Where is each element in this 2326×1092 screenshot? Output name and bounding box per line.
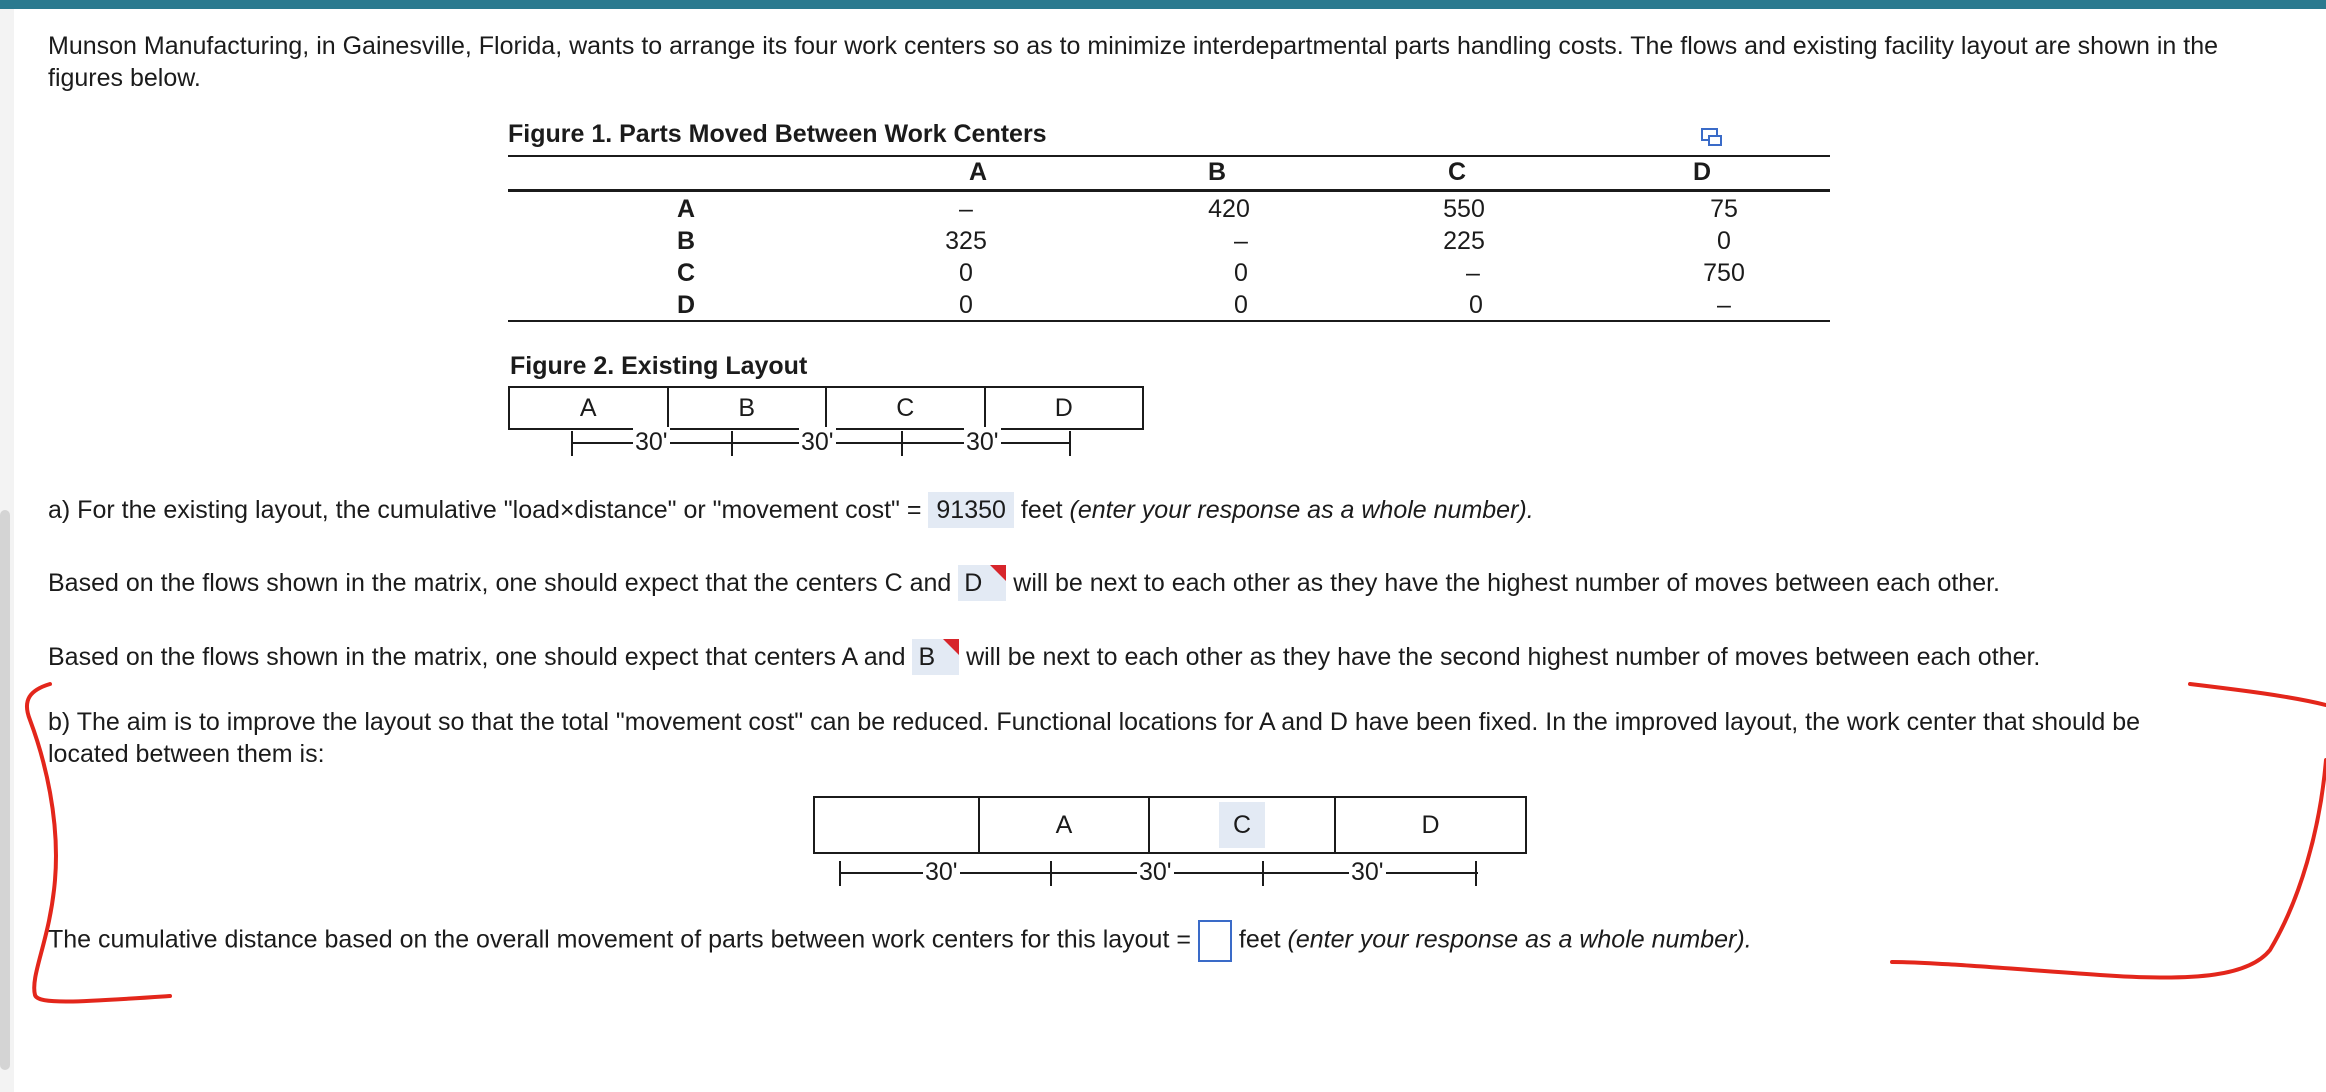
row-label-b: B <box>676 227 696 255</box>
existing-cell-d: D <box>1054 394 1073 422</box>
dropdown-flag-icon <box>943 639 959 655</box>
existing-dim-1: 30' <box>635 428 668 456</box>
improved-cell-4 <box>1336 798 1525 852</box>
question-b-line1: b) The aim is to improve the layout so that the total "movement cost" can be reduced. Functional locations for A and D have been fixed. In the improved layout, the work center that should be <box>48 708 2141 736</box>
question-a-unit: feet <box>1020 496 1063 524</box>
table-bottom-rule <box>508 320 1830 322</box>
cell-d-d: – <box>1717 291 1731 319</box>
col-header-c: C <box>1447 158 1467 186</box>
existing-cell-a: A <box>510 388 669 428</box>
improved-dim-3: 30' <box>1351 858 1384 886</box>
q2-prefix: Based on the flows shown in the matrix, one should expect that centers A and <box>48 643 906 671</box>
row-label-a: A <box>676 195 696 223</box>
improved-dim-1: 30' <box>925 858 958 886</box>
q2-suffix: will be next to each other as they have the second highest number of moves between each other. <box>966 643 2041 671</box>
cell-c-b: 0 <box>1234 259 1248 287</box>
copy-table-icon[interactable] <box>1700 126 1724 150</box>
final-unit: feet <box>1238 925 1281 954</box>
q1-prefix: Based on the flows shown in the matrix, one should expect that the centers C and <box>48 569 952 597</box>
improved-cell-1 <box>815 798 980 852</box>
cell-a-c: 550 <box>1443 195 1485 223</box>
cumulative-distance-input[interactable] <box>1198 920 1232 962</box>
col-header-a: A <box>968 158 988 186</box>
existing-dim-3: 30' <box>966 428 999 456</box>
final-hint: (enter your response as a whole number). <box>1287 925 1752 954</box>
question-cumulative-distance <box>48 920 1752 962</box>
figure1-title: Figure 1. Parts Moved Between Work Centers <box>508 120 1047 148</box>
highest-pair-dropdown[interactable] <box>958 565 1006 601</box>
highest-pair-value: D <box>964 569 983 597</box>
cell-c-c: – <box>1466 259 1480 287</box>
cell-c-d: 750 <box>1703 259 1745 287</box>
question-highest-pair <box>48 565 2000 601</box>
middle-center-answer[interactable]: C <box>1219 802 1265 848</box>
cell-d-c: 0 <box>1469 291 1483 319</box>
question-a-mid: distance" or "movement cost" = <box>574 496 922 524</box>
col-header-b: B <box>1207 158 1227 186</box>
existing-cell-c: C <box>827 388 986 428</box>
second-pair-value: B <box>918 643 936 671</box>
col-header-d: D <box>1692 158 1712 186</box>
cell-c-a: 0 <box>959 259 973 287</box>
cell-d-b: 0 <box>1234 291 1248 319</box>
cell-b-d: 0 <box>1717 227 1731 255</box>
question-second-pair <box>48 639 2040 675</box>
improved-cell-2-value: A <box>1055 811 1073 839</box>
intro-text: Munson Manufacturing, in Gainesville, Florida, wants to arrange its four work centers so as to minimize interdepartmental parts handling costs. The flows and existing facility layout are shown in the figures below. <box>48 32 2219 92</box>
cell-b-b: – <box>1234 227 1248 255</box>
question-a-hint: (enter your response as a whole number). <box>1069 496 1534 524</box>
movement-cost-answer[interactable]: 91350 <box>928 492 1014 528</box>
row-label-c: C <box>676 259 696 287</box>
question-a-prefix: a) For the existing layout, the cumulative "load <box>48 496 560 524</box>
table-header-rule <box>508 189 1830 192</box>
improved-dim-2: 30' <box>1139 858 1172 886</box>
q1-suffix: will be next to each other as they have the highest number of moves between each other. <box>1013 569 2000 597</box>
cell-a-a: – <box>959 195 973 223</box>
cell-a-b: 420 <box>1208 195 1250 223</box>
improved-cell-4-value: D <box>1421 811 1440 839</box>
question-a <box>48 492 1534 528</box>
cell-b-a: 325 <box>945 227 987 255</box>
row-label-d: D <box>676 291 696 319</box>
figure2-title: Figure 2. Existing Layout <box>510 352 808 380</box>
improved-layout <box>813 796 1527 854</box>
improved-cell-3[interactable] <box>1150 798 1336 852</box>
existing-dim-2: 30' <box>801 428 834 456</box>
existing-layout <box>508 386 1144 430</box>
question-b-line2: located between them is: <box>48 740 325 768</box>
improved-cell-2 <box>980 798 1150 852</box>
second-pair-dropdown[interactable] <box>912 639 959 675</box>
times-symbol: × <box>559 496 575 524</box>
cell-d-a: 0 <box>959 291 973 319</box>
existing-cell-b: B <box>669 388 828 428</box>
cell-a-d: 75 <box>1710 195 1738 223</box>
final-prefix: The cumulative distance based on the overall movement of parts between work centers for this layout = <box>48 925 1191 954</box>
cell-b-c: 225 <box>1443 227 1485 255</box>
dropdown-flag-icon <box>990 565 1006 581</box>
scrollbar[interactable] <box>0 510 10 1070</box>
top-accent-bar <box>0 0 2326 9</box>
